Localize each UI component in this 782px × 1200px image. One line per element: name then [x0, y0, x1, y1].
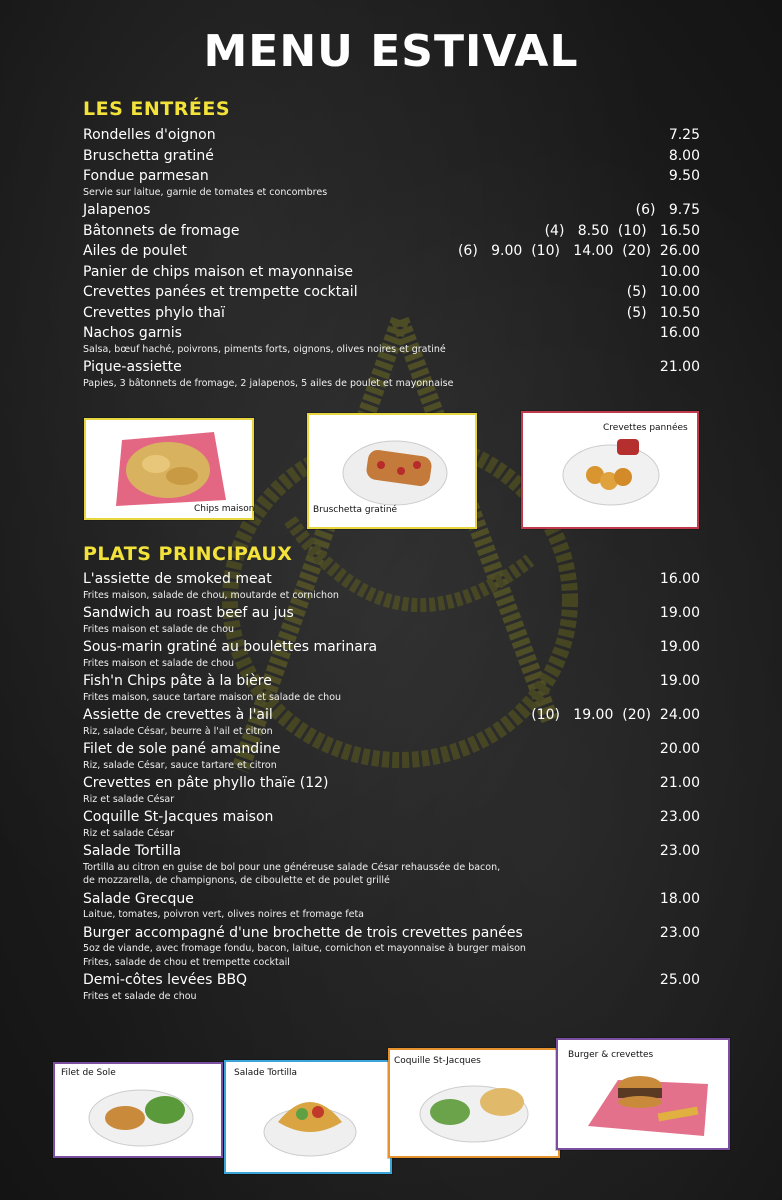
menu-item-price: 9.50 [668, 168, 700, 184]
menu-item-description: Riz et salade César [83, 827, 175, 839]
menu-item-description: de mozzarella, de champignons, de ciboulette et de poulet grillé [83, 875, 390, 886]
menu-item-price: (5) 10.50 [626, 304, 700, 321]
menu-item-description: Riz et salade César [83, 793, 175, 805]
menu-item [83, 243, 700, 264]
menu-item-description: Papies, 3 bâtonnets de fromage, 2 jalapenos, 5 ailes de poulet et mayonnaise [83, 377, 454, 389]
photo-salade-tortilla [224, 1060, 392, 1174]
menu-item-row [83, 325, 700, 346]
menu-item-row [83, 202, 700, 223]
menu-item-name: Rondelles d'oignon [83, 127, 216, 143]
menu-item-price: (6) 9.75 [635, 202, 700, 218]
menu-item-name: Bâtonnets de fromage [83, 222, 240, 239]
menu-item-price: 21.00 [659, 359, 700, 375]
menu-item-price: 25.00 [659, 972, 700, 988]
menu-item-row [83, 284, 700, 305]
photo-label: Chips maison [194, 504, 255, 514]
menu-item-price: 16.00 [659, 571, 700, 587]
menu-item-row [83, 127, 700, 148]
menu-item [83, 223, 700, 244]
photo-coquille-st-jacques [388, 1048, 560, 1158]
menu-item-price: 16.00 [659, 325, 700, 341]
menu-item-name: Coquille St-Jacques maison [83, 809, 274, 825]
menu-item [83, 127, 700, 148]
photo-label: Coquille St-Jacques [394, 1056, 481, 1066]
menu-item-name: Fish'n Chips pâte à la bière [83, 673, 272, 689]
menu-item [83, 925, 700, 969]
menu-item [83, 359, 700, 389]
menu-item-name: L'assiette de smoked meat [83, 571, 272, 587]
menu-item-price: 20.00 [659, 741, 700, 757]
menu-item-name: Sandwich au roast beef au jus [83, 605, 294, 621]
menu-item-row [83, 571, 700, 592]
menu-item-row [83, 891, 700, 912]
menu-item [83, 325, 700, 355]
menu-item-price: 18.00 [659, 890, 700, 907]
photo-label: Burger & crevettes [568, 1050, 654, 1060]
entrees-list [83, 127, 700, 393]
photo-label: Filet de Sole [61, 1068, 116, 1078]
menu-item-row [83, 359, 700, 380]
menu-item-price: (4) 8.50 (10) 16.50 [544, 222, 700, 239]
menu-item [83, 673, 700, 703]
menu-item-name: Crevettes en pâte phyllo thaïe (12) [83, 775, 329, 791]
menu-item [83, 843, 700, 887]
menu-item-description: Riz, salade César, sauce tartare et citron [83, 759, 277, 771]
menu-item-name: Ailes de poulet [83, 243, 187, 259]
photo-label: Crevettes pannées [603, 423, 688, 433]
menu-item-row [83, 605, 700, 626]
menu-item [83, 168, 700, 198]
menu-item-price: 23.00 [659, 843, 700, 859]
menu-item-name: Filet de sole pané amandine [83, 741, 281, 757]
menu-item-description: 5oz de viande, avec fromage fondu, bacon, laitue, cornichon et mayonnaise à burger maison [83, 943, 526, 954]
menu-item-row [83, 223, 700, 244]
tortilla-salad-icon [226, 1062, 390, 1172]
menu-item-row [83, 925, 700, 946]
menu-item [83, 305, 700, 326]
menu-item-description: Frites maison, sauce tartare maison et salade de chou [83, 691, 342, 703]
menu-item-price: 23.00 [659, 809, 700, 825]
menu-item-name: Bruschetta gratiné [83, 147, 214, 164]
menu-item-price: 19.00 [659, 605, 700, 621]
menu-item [83, 264, 700, 285]
menu-item-price: 10.00 [659, 263, 700, 280]
menu-item-price: 7.25 [668, 127, 700, 143]
menu-item-name: Assiette de crevettes à l'ail [83, 707, 273, 723]
menu-item-row [83, 707, 700, 728]
menu-item-name: Jalapenos [83, 202, 151, 218]
menu-item-name: Demi-côtes levées BBQ [83, 972, 248, 988]
menu-item [83, 775, 700, 805]
menu-item-row [83, 305, 700, 326]
menu-item [83, 202, 700, 223]
menu-item-description: Laitue, tomates, poivron vert, olives noires et fromage feta [83, 909, 365, 920]
menu-item-price: (10) 19.00 (20) 24.00 [531, 707, 700, 723]
menu-item-price: 8.00 [668, 147, 700, 164]
menu-item-description: Tortilla au citron en guise de bol pour une généreuse salade César rehaussée de bacon, [83, 861, 501, 873]
menu-item-description: Frites maison, salade de chou, moutarde et cornichon [83, 589, 339, 601]
menu-item-price: 19.00 [659, 673, 700, 689]
menu-item-row [83, 639, 700, 660]
menu-item-row [83, 741, 700, 762]
menu-item-price: (6) 9.00 (10) 14.00 (20) 26.00 [457, 243, 700, 259]
menu-item [83, 639, 700, 669]
menu-item [83, 605, 700, 635]
menu-item-description: Servie sur laitue, garnie de tomates et concombres [83, 186, 328, 198]
menu-item-name: Panier de chips maison et mayonnaise [83, 263, 354, 280]
photo-chips-maison [84, 418, 254, 520]
photo-burger-crevettes [556, 1038, 730, 1150]
menu-item-row [83, 972, 700, 993]
photo-crevettes-pannees [521, 411, 699, 529]
menu-item-price: 21.00 [659, 775, 700, 791]
menu-item-name: Crevettes phylo thaï [83, 304, 225, 321]
menu-item [83, 571, 700, 601]
menu-item [83, 707, 700, 737]
menu-item-name: Pique-assiette [83, 359, 182, 375]
menu-item-description: Frites et salade de chou [83, 990, 197, 1002]
photo-label: Salade Tortilla [234, 1068, 298, 1078]
menu-item [83, 148, 700, 169]
photo-filet-de-sole [53, 1062, 223, 1158]
menu-item-row [83, 673, 700, 694]
photo-label: Bruschetta gratiné [313, 505, 398, 515]
menu-item [83, 741, 700, 771]
menu-item-name: Salade Grecque [83, 890, 194, 907]
menu-item-row [83, 168, 700, 189]
page-title: MENU ESTIVAL [203, 26, 579, 77]
menu-item-description: Salsa, bœuf haché, poivrons, piments forts, oignons, olives noires et gratiné [83, 343, 446, 355]
menu-item-row [83, 148, 700, 169]
section-heading-entrees: LES ENTRÉES [83, 98, 230, 120]
section-heading-plats: PLATS PRINCIPAUX [83, 543, 293, 565]
menu-item-price: (5) 10.00 [626, 284, 700, 300]
menu-item-row [83, 775, 700, 796]
menu-item-description: Frites maison et salade de chou [83, 623, 235, 635]
menu-item-price: 23.00 [659, 924, 700, 941]
photo-bruschetta [307, 413, 477, 529]
menu-item [83, 809, 700, 839]
menu-item-description: Frites, salade de chou et trempette cocktail [83, 956, 290, 968]
menu-item-row [83, 809, 700, 830]
menu-item-row [83, 243, 700, 264]
menu-item-name: Fondue parmesan [83, 168, 209, 184]
menu-item [83, 284, 700, 305]
menu-item-name: Burger accompagné d'une brochette de trois crevettes panées [83, 924, 523, 941]
menu-item-row [83, 843, 700, 864]
menu-item-price: 19.00 [659, 639, 700, 655]
menu-item-name: Crevettes panées et trempette cocktail [83, 284, 358, 300]
plats-list [83, 571, 700, 1006]
menu-item-description: Frites maison et salade de chou [83, 657, 235, 669]
menu-item-name: Salade Tortilla [83, 843, 182, 859]
menu-item-row [83, 264, 700, 285]
menu-item-name: Nachos garnis [83, 325, 182, 341]
menu-item [83, 891, 700, 921]
menu-item-name: Sous-marin gratiné au boulettes marinara [83, 639, 378, 655]
menu-item [83, 972, 700, 1002]
menu-item-description: Riz, salade César, beurre à l'ail et citron [83, 725, 273, 737]
